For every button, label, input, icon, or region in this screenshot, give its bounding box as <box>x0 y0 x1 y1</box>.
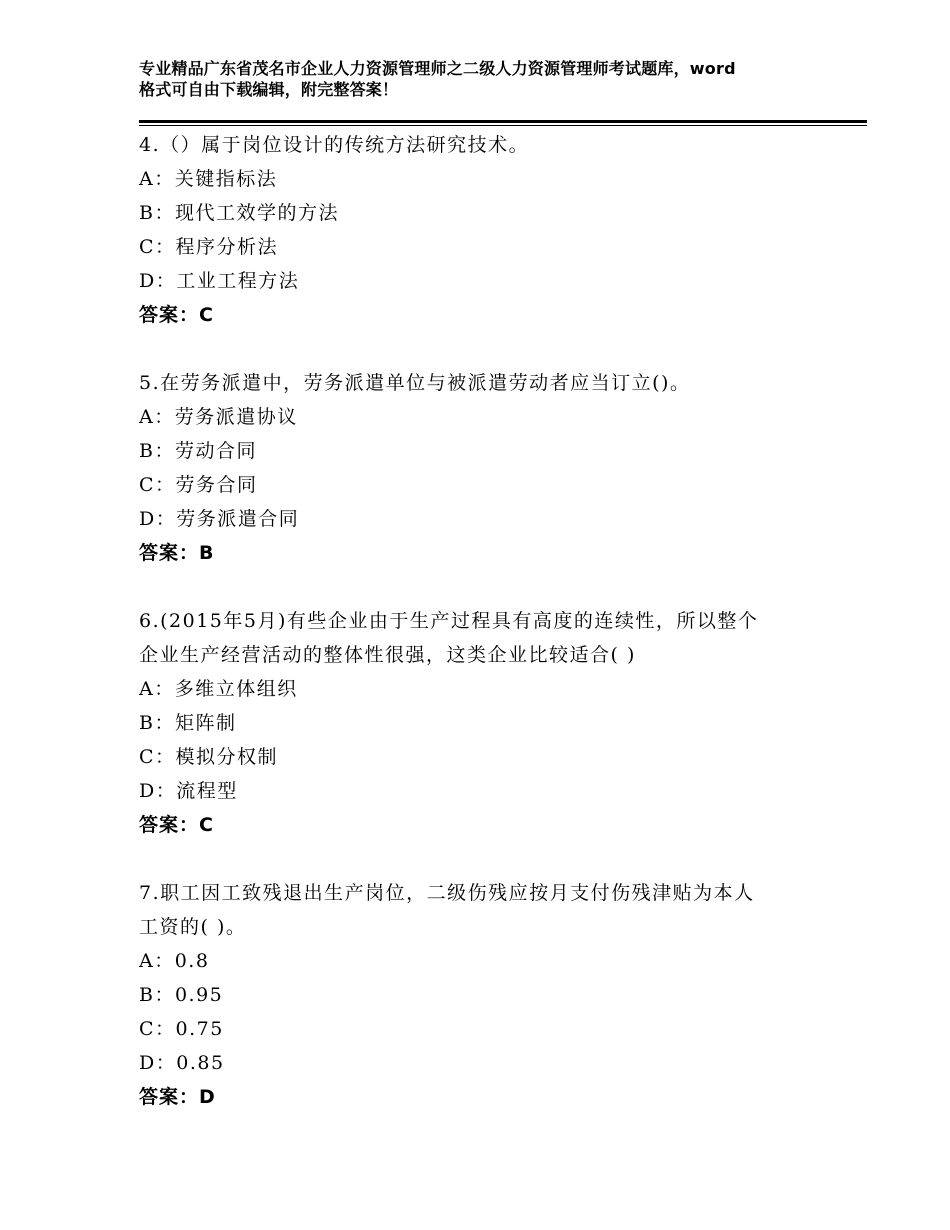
question-4 <box>139 128 839 332</box>
option-d: D：流程型 <box>139 780 238 802</box>
question-stem-line-1: 7.职工因工致残退出生产岗位，二级伤残应按月支付伤残津贴为本人 <box>139 882 755 904</box>
option-a: A：多维立体组织 <box>139 678 298 700</box>
option-b: B：0.95 <box>139 984 224 1006</box>
header-divider-thin <box>139 125 867 126</box>
option-a: A：关键指标法 <box>139 168 278 190</box>
question-stem-line-1: 6.(2015年5月)有些企业由于生产过程具有高度的连续性，所以整个 <box>139 610 759 632</box>
answer-label: 答案：B <box>139 542 215 564</box>
option-b: B：劳动合同 <box>139 440 257 462</box>
answer-label: 答案：C <box>139 814 214 836</box>
option-d: D：0.85 <box>139 1052 225 1074</box>
option-b: B：现代工效学的方法 <box>139 202 339 224</box>
header-line-2: 格式可自由下载编辑，附完整答案！ <box>139 80 399 99</box>
question-list <box>139 128 839 1148</box>
header-line-1: 专业精品广东省茂名市企业人力资源管理师之二级人力资源管理师考试题库，word <box>139 59 736 78</box>
question-stem: 4.（）属于岗位设计的传统方法研究技术。 <box>139 134 530 156</box>
question-5 <box>139 366 839 570</box>
option-a: A：劳务派遣协议 <box>139 406 298 428</box>
question-stem: 5.在劳务派遣中，劳务派遣单位与被派遣劳动者应当订立()。 <box>139 372 691 394</box>
header-divider-thick <box>139 120 867 123</box>
option-d: D：工业工程方法 <box>139 270 300 292</box>
answer-label: 答案：D <box>139 1086 216 1108</box>
question-stem-line-2: 工资的( )。 <box>139 916 247 938</box>
option-a: A：0.8 <box>139 950 210 972</box>
option-d: D：劳务派遣合同 <box>139 508 300 530</box>
option-c: C：0.75 <box>139 1018 224 1040</box>
option-b: B：矩阵制 <box>139 712 237 734</box>
answer-label: 答案：C <box>139 304 214 326</box>
option-c: C：程序分析法 <box>139 236 279 258</box>
question-6 <box>139 604 839 842</box>
document-header <box>139 58 829 100</box>
option-c: C：劳务合同 <box>139 474 258 496</box>
question-7 <box>139 876 839 1114</box>
option-c: C：模拟分权制 <box>139 746 279 768</box>
question-stem-line-2: 企业生产经营活动的整体性很强，这类企业比较适合( ) <box>139 644 636 666</box>
